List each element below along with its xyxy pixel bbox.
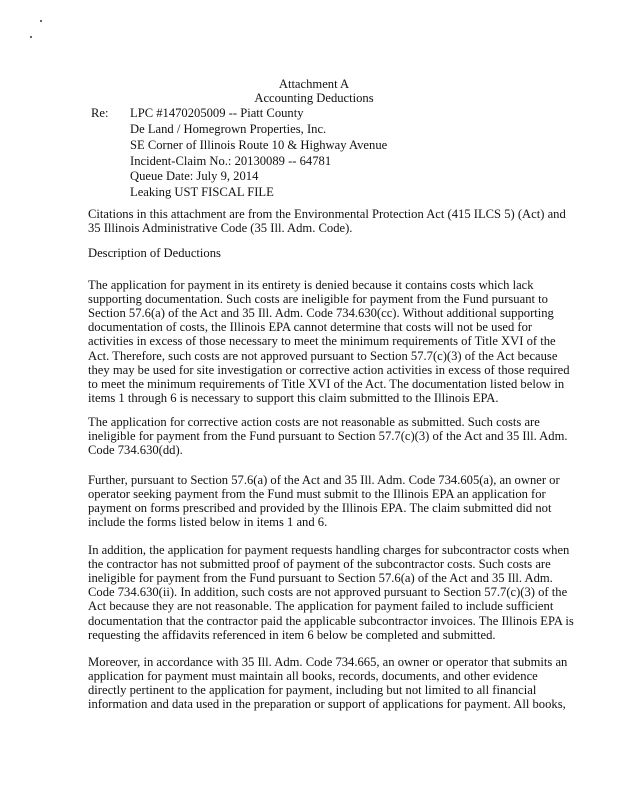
- attachment-subtitle: Accounting Deductions: [254, 91, 374, 105]
- paragraph-line: Act. Therefore, such costs are not approved pursuant to Section 57.7(c)(3) of the Act because: [88, 348, 558, 363]
- paragraph-line: they may be used for site investigation or corrective action activities in excess of those required: [88, 362, 570, 377]
- re-line: SE Corner of Illinois Route 10 & Highway Avenue: [130, 138, 388, 152]
- section-heading: Description of Deductions: [88, 246, 221, 260]
- paragraph-line: In addition, the application for payment requests handling charges for subcontractor costs when: [88, 543, 570, 557]
- re-line: Leaking UST FISCAL FILE: [130, 185, 274, 199]
- re-label: Re:: [91, 106, 109, 120]
- re-line: De Land / Homegrown Properties, Inc.: [130, 122, 327, 136]
- paragraph-line: requesting the affidavits referenced in item 6 below be completed and submitted.: [88, 627, 496, 642]
- paragraph-line: Further, pursuant to Section 57.6(a) of the Act and 35 Ill. Adm. Code 734.605(a), an owner or: [88, 473, 560, 487]
- citations-line: Citations in this attachment are from the Environmental Protection Act (415 ILCS 5) (Act) and: [88, 207, 566, 221]
- paragraph-line: activities in excess of those necessary to meet the minimum requirements of Title XVI of the: [88, 334, 556, 349]
- paragraph-line: Act because they are not reasonable. The application for payment failed to include sufficient: [88, 599, 554, 614]
- paragraph-line: to meet the minimum requirements of Title XVI of the Act. The documentation listed below in: [88, 376, 565, 391]
- paragraph-line: payment on forms prescribed and provided by the Illinois EPA. The claim submitted did not: [88, 501, 552, 516]
- paragraph-line: include the forms listed below in items 1 and 6.: [88, 515, 328, 530]
- paragraph-line: supporting documentation. Such costs are ineligible for payment from the Fund pursuant to: [88, 292, 548, 307]
- paragraph-line: operator seeking payment from the Fund must submit to the Illinois EPA an application for: [88, 487, 546, 502]
- paragraph-line: documentation that the contractor paid the applicable subcontractor invoices. The Illinois EPA is: [88, 613, 574, 628]
- paragraph-line: ineligible for payment from the Fund pursuant to Section 57.6(a) of the Act and 35 Ill. Adm.: [88, 571, 553, 586]
- citations-line: 35 Illinois Administrative Code (35 Ill. Adm. Code).: [88, 221, 353, 235]
- re-line: Queue Date: July 9, 2014: [130, 169, 259, 183]
- paragraph-line: The application for payment in its entirety is denied because it contains costs which lack: [88, 278, 534, 292]
- scan-speck: [30, 36, 32, 38]
- scan-speck: [40, 20, 42, 22]
- paragraph-line: items 1 through 6 is necessary to support this claim submitted to the Illinois EPA.: [88, 390, 499, 405]
- paragraph-line: Code 734.630(dd).: [88, 443, 183, 458]
- paragraph-line: The application for corrective action costs are not reasonable as submitted. Such costs are: [88, 415, 540, 429]
- re-line: LPC #1470205009 -- Piatt County: [130, 106, 304, 120]
- re-line: Incident-Claim No.: 20130089 -- 64781: [130, 154, 332, 168]
- paragraph-line: Moreover, in accordance with 35 Ill. Adm. Code 734.665, an owner or operator that submits an: [88, 655, 568, 669]
- paragraph-line: documentation of costs, the Illinois EPA cannot determine that costs will not be used for: [88, 320, 533, 335]
- paragraph-line: application for payment must maintain all books, records, documents, and other evidence: [88, 669, 538, 684]
- paragraph-line: the contractor has not submitted proof of payment of the subcontractor costs. Such costs are: [88, 557, 551, 572]
- paragraph-line: Section 57.6(a) of the Act and 35 Ill. Adm. Code 734.630(cc). Without additional supporting: [88, 306, 554, 321]
- paragraph-line: information and data used in the preparation or support of applications for payment. All books,: [88, 697, 566, 712]
- attachment-title: Attachment A: [278, 77, 350, 91]
- paragraph-line: directly pertinent to the application for payment, including but not limited to all financial: [88, 683, 537, 698]
- paragraph-line: ineligible for payment from the Fund pursuant to Section 57.7(c)(3) of the Act and 35 Ill. Adm.: [88, 429, 568, 444]
- paragraph-line: Code 734.630(ii). In addition, such costs are not approved pursuant to Section 57.7(c)(3) of the: [88, 585, 568, 600]
